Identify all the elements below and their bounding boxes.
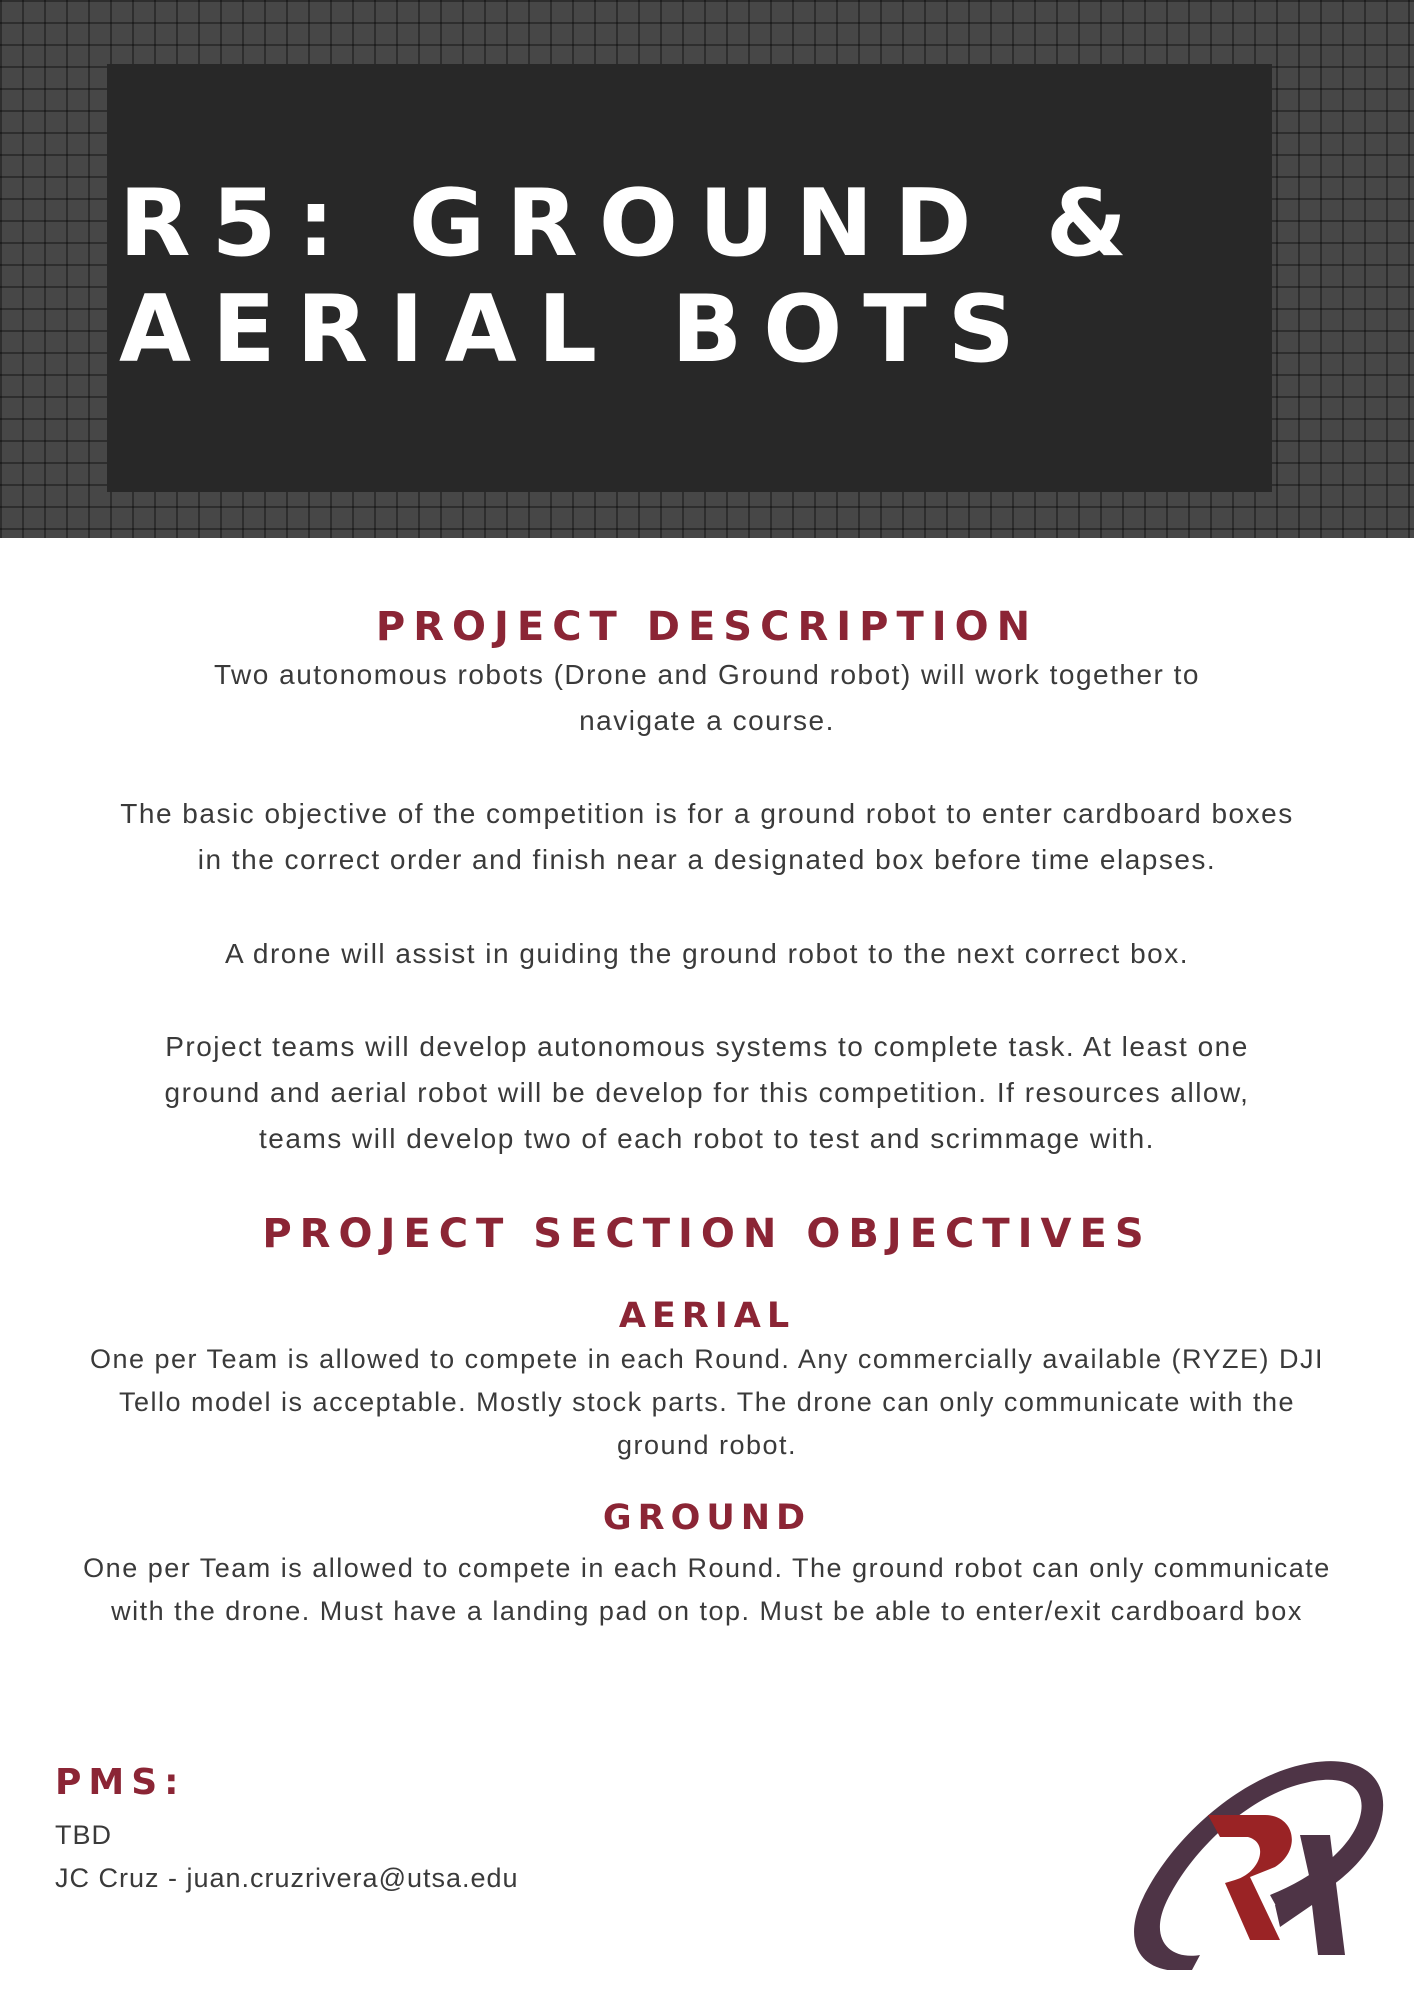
description-paragraph-4: Project teams will develop autonomous systems to complete task. At least one ground and aerial robot will be develop for this competition. If resources allow, teams will develop two of each robot to test and scrimmage with. <box>164 1031 1250 1154</box>
project-section-objectives-heading: PROJECT SECTION OBJECTIVES <box>262 1211 1152 1257</box>
hero-banner <box>0 0 1414 538</box>
ground-heading: GROUND <box>602 1498 812 1538</box>
description-paragraph-1: Two autonomous robots (Drone and Ground robot) will work together to navigate a course. <box>213 659 1200 736</box>
pms-contact: JC Cruz - juan.cruzrivera@utsa.edu <box>55 1863 519 1893</box>
page-title-line-2: AERIAL BOTS <box>119 275 1036 383</box>
title-box <box>107 64 1272 492</box>
aerial-heading: AERIAL <box>618 1296 796 1336</box>
pms-line-tbd: TBD <box>55 1820 112 1850</box>
page-title-line-1: R5: GROUND & <box>119 169 1148 277</box>
ground-description: One per Team is allowed to compete in each Round. The ground robot can only communicate with the drone. Must have a landing pad on top. Must be able to enter/exit cardboard box <box>83 1553 1331 1626</box>
pms-label: PMS: <box>55 1762 186 1803</box>
description-paragraph-2: The basic objective of the competition is for a ground robot to enter cardboard boxes in the correct order and finish near a designated box before time elapses. <box>120 798 1294 875</box>
description-paragraph-3: A drone will assist in guiding the ground robot to the next correct box. <box>224 938 1190 969</box>
aerial-description: One per Team is allowed to compete in each Round. Any commercially available (RYZE) DJI Tello model is acceptable. Mostly stock parts. The drone can only communicate with the ground robot. <box>89 1344 1324 1460</box>
project-description-heading: PROJECT DESCRIPTION <box>375 604 1039 650</box>
org-logo-icon <box>1130 1755 1390 1970</box>
page-title <box>119 170 1148 382</box>
